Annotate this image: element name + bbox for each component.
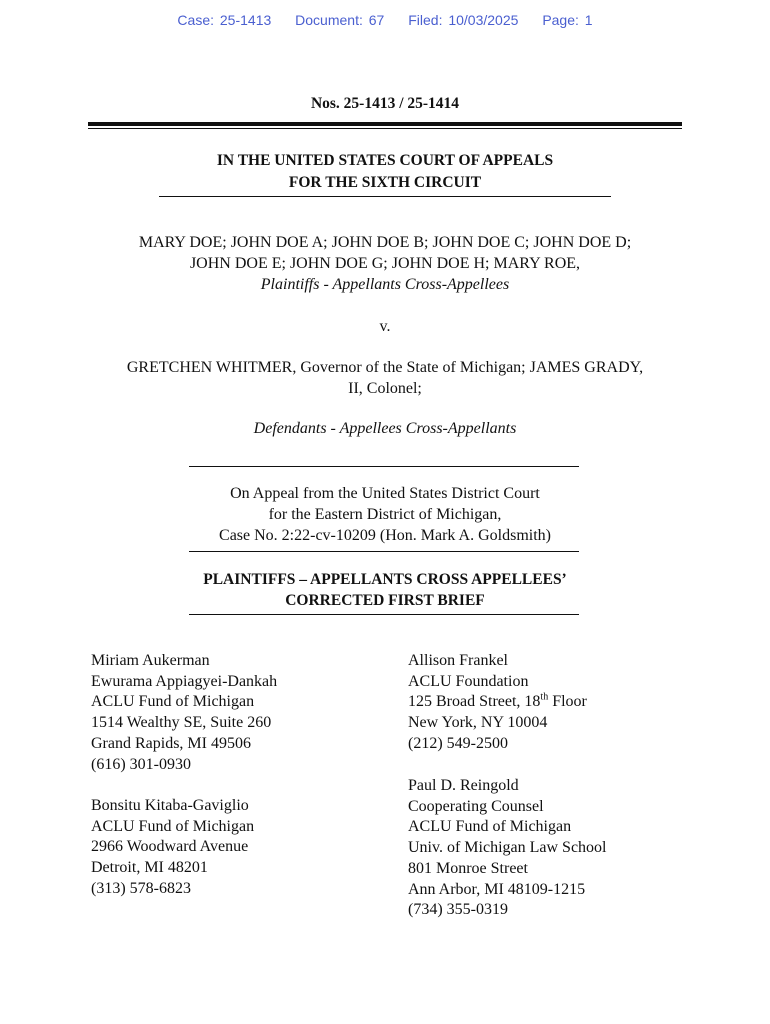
counsel-line: ACLU Fund of Michigan — [408, 818, 572, 836]
counsel-line: Allison Frankel — [408, 652, 508, 669]
counsel-block — [91, 796, 254, 900]
counsel-street-line — [408, 692, 587, 713]
court-line-2: FOR THE SIXTH CIRCUIT — [288, 174, 482, 191]
counsel-line: Miriam Aukerman — [91, 652, 210, 669]
appeal-line-3: Case No. 2:22-cv-10209 (Hon. Mark A. Goldsmith) — [219, 527, 551, 544]
counsel-line: Detroit, MI 48201 — [91, 859, 208, 877]
plaintiffs — [0, 232, 770, 295]
divider-rule — [189, 466, 579, 467]
defendants-line-1: GRETCHEN WHITMER, Governor of the State of Michigan; JAMES GRADY, — [126, 359, 644, 376]
defendants-line-2: II, Colonel; — [348, 380, 422, 397]
counsel-line: Ann Arbor, MI 48109-1215 — [408, 880, 586, 898]
appeal-line-2: for the Eastern District of Michigan, — [268, 506, 502, 523]
counsel-line: (212) 549-2500 — [408, 734, 508, 752]
counsel-line: New York, NY 10004 — [408, 714, 548, 732]
counsel-line: (313) 578-6823 — [91, 879, 191, 897]
title-rule-thin — [88, 128, 682, 129]
appeal-info — [0, 483, 770, 546]
counsel-block — [91, 651, 277, 775]
street-ordinal: th — [540, 692, 549, 704]
counsel-line: 1514 Wealthy SE, Suite 260 — [91, 714, 272, 732]
court-heading — [0, 150, 770, 194]
street-text: 125 Broad Street, 18 — [408, 693, 541, 711]
counsel-line: Ewurama Appiagyei-Dankah — [91, 672, 278, 690]
divider-rule — [189, 551, 579, 552]
court-line-1: IN THE UNITED STATES COURT OF APPEALS — [216, 152, 554, 169]
filing-stamp — [0, 12, 770, 28]
versus: v. — [379, 318, 391, 335]
appeal-line-1: On Appeal from the United States District Court — [230, 485, 540, 502]
counsel-line: Paul D. Reingold — [408, 777, 519, 794]
defendants-role: Defendants - Appellees Cross-Appellants — [253, 420, 517, 437]
counsel-line: ACLU Foundation — [408, 672, 529, 690]
counsel-line: Grand Rapids, MI 49506 — [91, 734, 251, 752]
counsel-line: ACLU Fund of Michigan — [91, 693, 255, 711]
counsel-line: (616) 301-0930 — [91, 755, 191, 773]
counsel-block — [408, 651, 587, 755]
stamp-case: Case: 25-1413 — [177, 12, 272, 28]
stamp-page: Page: 1 — [542, 12, 593, 28]
counsel-line: ACLU Fund of Michigan — [91, 817, 255, 835]
plaintiffs-line-1: MARY DOE; JOHN DOE A; JOHN DOE B; JOHN DOE C; JOHN DOE D; — [138, 234, 632, 251]
defendants — [0, 357, 770, 399]
counsel-line: Cooperating Counsel — [408, 797, 544, 815]
plaintiffs-role: Plaintiffs - Appellants Cross-Appellees — [260, 276, 510, 293]
divider-rule — [189, 614, 579, 615]
counsel-line: (734) 355-0319 — [408, 901, 508, 919]
counsel-line: 801 Monroe Street — [408, 859, 528, 877]
counsel-block — [408, 776, 606, 921]
title-rule-thick — [88, 122, 682, 126]
counsel-line: 2966 Woodward Avenue — [91, 838, 249, 856]
stamp-filed: Filed: 10/03/2025 — [408, 12, 519, 28]
brief-title-line-2: CORRECTED FIRST BRIEF — [285, 592, 485, 609]
court-rule — [159, 196, 611, 197]
brief-title — [0, 569, 770, 611]
counsel-line: Univ. of Michigan Law School — [408, 839, 607, 857]
street-floor: Floor — [548, 693, 587, 711]
brief-title-line-1: PLAINTIFFS – APPELLANTS CROSS APPELLEES’ — [203, 571, 567, 588]
plaintiffs-line-2: JOHN DOE E; JOHN DOE G; JOHN DOE H; MARY ROE, — [189, 255, 581, 272]
case-numbers: Nos. 25-1413 / 25-1414 — [310, 95, 460, 112]
stamp-document: Document: 67 — [295, 12, 385, 28]
counsel-line: Bonsitu Kitaba-Gaviglio — [91, 797, 249, 814]
